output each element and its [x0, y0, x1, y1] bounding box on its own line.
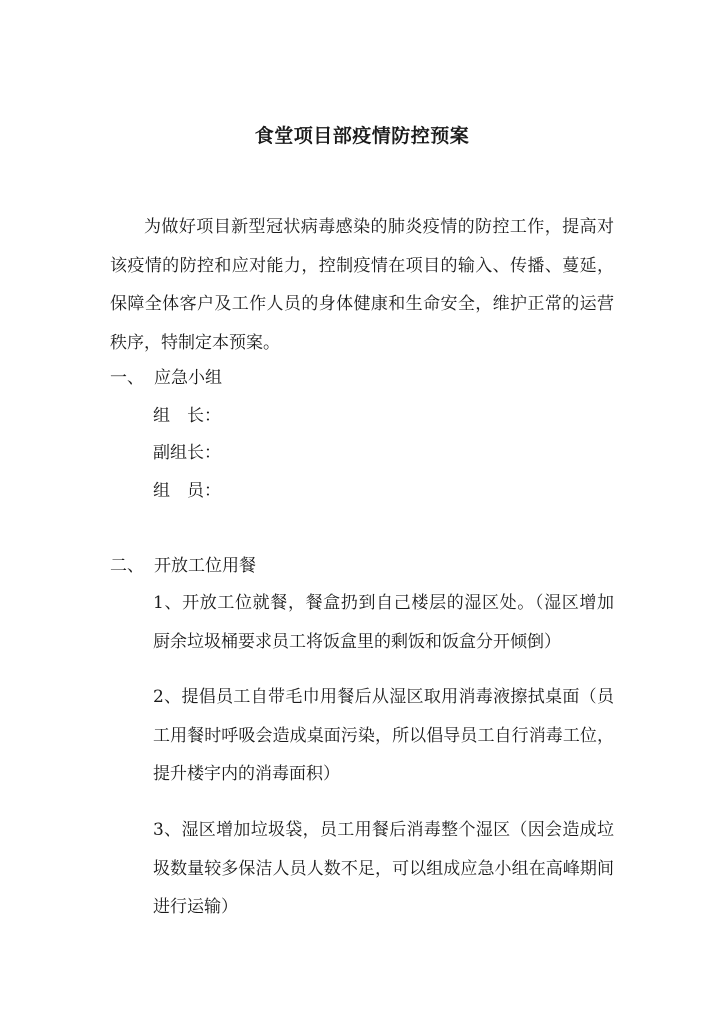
section-heading-workstation-dining: [110, 554, 256, 578]
document-title: 食堂项目部疫情防控预案: [254, 125, 470, 147]
member-leader: 组 长：: [153, 406, 221, 426]
intro-paragraph: 为做好项目新型冠状病毒感染的肺炎疫情的防控工作，提高对该疫情的防控和应对能力，控制疫情在项目的输入、传播、蔓延，保障全体客户及工作人员的身体健康和生命安全，维护正常的运营秩序，特制定本预案。: [110, 217, 614, 353]
member-deputy-leader: 副组长：: [153, 443, 221, 463]
section-title: 应急小组: [154, 368, 222, 388]
section-number: 二、: [110, 556, 144, 576]
list-item: 3、湿区增加垃圾袋，员工用餐后消毒整个湿区（因会造成垃圾数量较多保洁人员人数不足，可以组成应急小组在高峰期间进行运输）: [153, 820, 614, 917]
section-number: 一、: [110, 368, 144, 388]
list-item: 2、提倡员工自带毛巾用餐后从湿区取用消毒液擦拭桌面（员工用餐时呼吸会造成桌面污染，所以倡导员工自行消毒工位，提升楼宇内的消毒面积）: [153, 687, 614, 784]
section-title: 开放工位用餐: [154, 556, 256, 576]
list-item: 1、开放工位就餐，餐盒扔到自己楼层的湿区处。（湿区增加厨余垃圾桶要求员工将饭盒里的剩饭和饭盒分开倾倒）: [153, 593, 614, 652]
member-members: 组 员：: [153, 481, 221, 501]
section-heading-emergency-team: [110, 366, 222, 390]
